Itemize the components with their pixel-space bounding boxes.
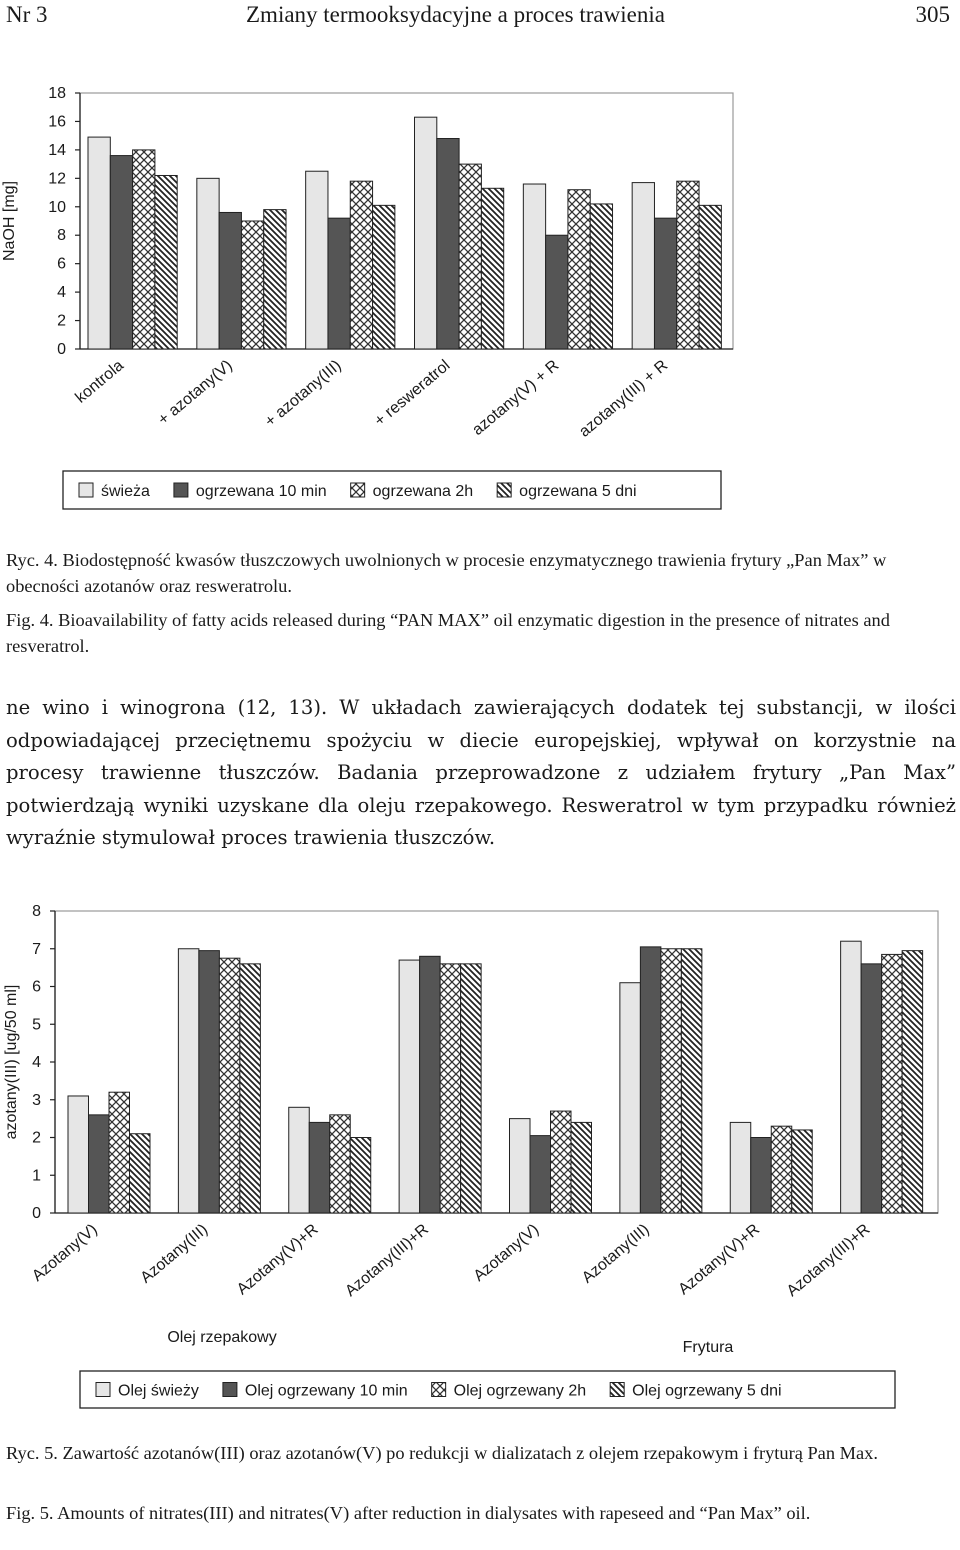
bar	[459, 164, 481, 349]
bar	[420, 956, 441, 1213]
bar	[699, 205, 721, 349]
bar	[399, 960, 420, 1213]
y-tick-label: 14	[48, 141, 66, 159]
y-tick-label: 4	[32, 1054, 41, 1071]
x-tick-label: + azotany(III)	[261, 357, 345, 431]
bar	[178, 949, 199, 1213]
x-tick-label: + resweratrol	[371, 357, 454, 430]
bar	[546, 235, 568, 349]
legend-swatch	[351, 483, 365, 497]
journal-issue: Nr 3	[6, 2, 48, 27]
x-tick-label: Azotany(III)+R	[783, 1221, 874, 1301]
y-tick-label: 5	[32, 1016, 41, 1034]
y-tick-label: 2	[57, 312, 66, 330]
y-tick-label: 8	[32, 903, 41, 920]
page-number: 305	[915, 2, 950, 27]
x-tick-label: Azotany(III)	[579, 1221, 653, 1287]
y-tick-label: 12	[48, 170, 66, 188]
y-tick-label: 1	[32, 1167, 41, 1185]
legend-swatch	[174, 483, 188, 497]
legend-label: ogrzewana 2h	[372, 483, 474, 500]
bar	[551, 1111, 572, 1213]
y-axis-label: NaOH [mg]	[1, 180, 18, 262]
legend-label: Olej ogrzewany 5 dni	[632, 1382, 782, 1400]
bar	[654, 218, 676, 349]
bar	[289, 1107, 310, 1213]
y-tick-label: 6	[32, 978, 41, 996]
y-tick-label: 10	[48, 198, 66, 216]
figure-5-caption-pl: Ryc. 5. Zawartość azotanów(III) oraz azotanów(V) po redukcji w dializatach z olejem rzepakowym i fryturą Pan Max.	[6, 1443, 878, 1463]
bar	[68, 1096, 89, 1213]
bar	[240, 964, 261, 1213]
y-tick-label: 0	[32, 1205, 41, 1222]
bar	[89, 1115, 110, 1213]
bar	[902, 951, 923, 1213]
bar	[110, 156, 132, 349]
bar	[350, 1138, 371, 1214]
bar	[437, 139, 459, 349]
bar	[309, 1122, 330, 1213]
bar	[350, 181, 372, 349]
x-tick-label: Azotany(V)+R	[675, 1221, 764, 1299]
y-tick-label: 4	[57, 284, 66, 302]
bar	[771, 1126, 792, 1213]
y-tick-label: 6	[57, 255, 66, 273]
y-tick-label: 18	[48, 85, 66, 102]
body-paragraph: ne wino i winogrona (12, 13). W układach zawierających dodatek tej substancji, w ilości odpowiadającej przeciętnemu spożyciu w diecie europejskiej, wpływał on korzystnie na procesy trawienne tłuszczów. Badania przeprowadzone z udziałem frytury „Pan Max” potwierdzają wyniki uzyskane dla oleju rzepakowego. Resweratrol w tym przypadku również wyraźnie stymulował proces trawienia tłuszczów.	[6, 696, 956, 849]
bar	[530, 1136, 551, 1213]
bar	[730, 1122, 751, 1213]
x-tick-label: kontrola	[72, 357, 127, 407]
bar	[373, 205, 395, 349]
y-tick-label: 2	[32, 1129, 41, 1147]
figure-5-chart	[0, 890, 960, 1430]
x-tick-label: + azotany(V)	[155, 357, 236, 429]
bar	[882, 954, 903, 1213]
figure-5-caption-en: Fig. 5. Amounts of nitrates(III) and nitrates(V) after reduction in dialysates with rapeseed and “Pan Max” oil.	[6, 1503, 811, 1523]
legend-swatch	[497, 483, 511, 497]
y-tick-label: 3	[32, 1091, 41, 1109]
bar	[632, 183, 654, 349]
legend-label: świeża	[101, 483, 150, 500]
bar	[677, 181, 699, 349]
x-tick-label: Azotany(III)+R	[342, 1221, 432, 1301]
bar	[510, 1119, 531, 1213]
bar	[219, 212, 241, 349]
legend-label: Olej świeży	[118, 1382, 199, 1400]
bar	[481, 188, 503, 349]
bar	[440, 964, 461, 1213]
bar	[328, 218, 350, 349]
bar	[461, 964, 482, 1213]
bar	[523, 184, 545, 349]
legend-swatch	[610, 1383, 624, 1397]
legend-label: Olej ogrzewany 10 min	[244, 1382, 408, 1400]
bar	[306, 171, 328, 349]
bar	[197, 178, 219, 349]
legend-label: Olej ogrzewany 2h	[453, 1382, 587, 1400]
bar	[640, 947, 661, 1213]
bar	[330, 1115, 351, 1213]
bar	[155, 175, 177, 349]
bar	[590, 204, 612, 349]
x-tick-label: azotany(III) + R	[576, 357, 672, 441]
bar	[661, 949, 682, 1213]
legend-swatch	[96, 1383, 110, 1397]
figure-4-chart	[0, 0, 960, 520]
running-title: Zmiany termooksydacyjne a proces trawienia	[246, 2, 665, 27]
bar	[241, 221, 263, 349]
legend-label: ogrzewana 10 min	[195, 483, 327, 500]
bar	[568, 190, 590, 349]
group-label: Frytura	[682, 1339, 734, 1356]
y-tick-label: 8	[57, 227, 66, 245]
bar	[415, 117, 437, 349]
legend-label: ogrzewana 5 dni	[519, 483, 637, 500]
figure-4-caption-en: Fig. 4. Bioavailability of fatty acids released during “PAN MAX” oil enzymatic digestion in the presence of nitrates and resveratrol.	[6, 610, 890, 656]
bar	[109, 1092, 130, 1213]
bar	[264, 210, 286, 349]
legend-swatch	[223, 1383, 237, 1397]
bar	[571, 1122, 592, 1213]
legend-swatch	[432, 1383, 446, 1397]
x-tick-label: Azotany(III)	[137, 1221, 212, 1287]
bar	[681, 949, 702, 1213]
legend-swatch	[79, 483, 93, 497]
y-tick-label: 0	[57, 341, 66, 358]
figure-4-caption-pl: Ryc. 4. Biodostępność kwasów tłuszczowych uwolnionych w procesie enzymatycznego trawienia frytury „Pan Max” w obecności azotanów oraz resweratrolu.	[6, 550, 887, 596]
bar	[792, 1130, 813, 1213]
y-tick-label: 16	[48, 113, 66, 131]
bar	[861, 964, 882, 1213]
x-tick-label: azotany(V) + R	[469, 357, 563, 439]
x-tick-label: Azotany(V)	[470, 1221, 543, 1285]
y-axis-label: azotany(III) [ug/50 ml]	[3, 984, 20, 1140]
bar	[199, 951, 220, 1213]
bar	[219, 958, 240, 1213]
x-tick-label: Azotany(V)	[29, 1221, 101, 1285]
group-label: Olej rzepakowy	[167, 1329, 277, 1346]
bar	[130, 1134, 151, 1213]
bar	[620, 983, 641, 1213]
bar	[751, 1138, 772, 1214]
x-tick-label: Azotany(V)+R	[233, 1221, 322, 1299]
bar	[133, 150, 155, 349]
y-tick-label: 7	[32, 940, 41, 958]
bar	[88, 137, 110, 349]
bar	[841, 941, 862, 1213]
